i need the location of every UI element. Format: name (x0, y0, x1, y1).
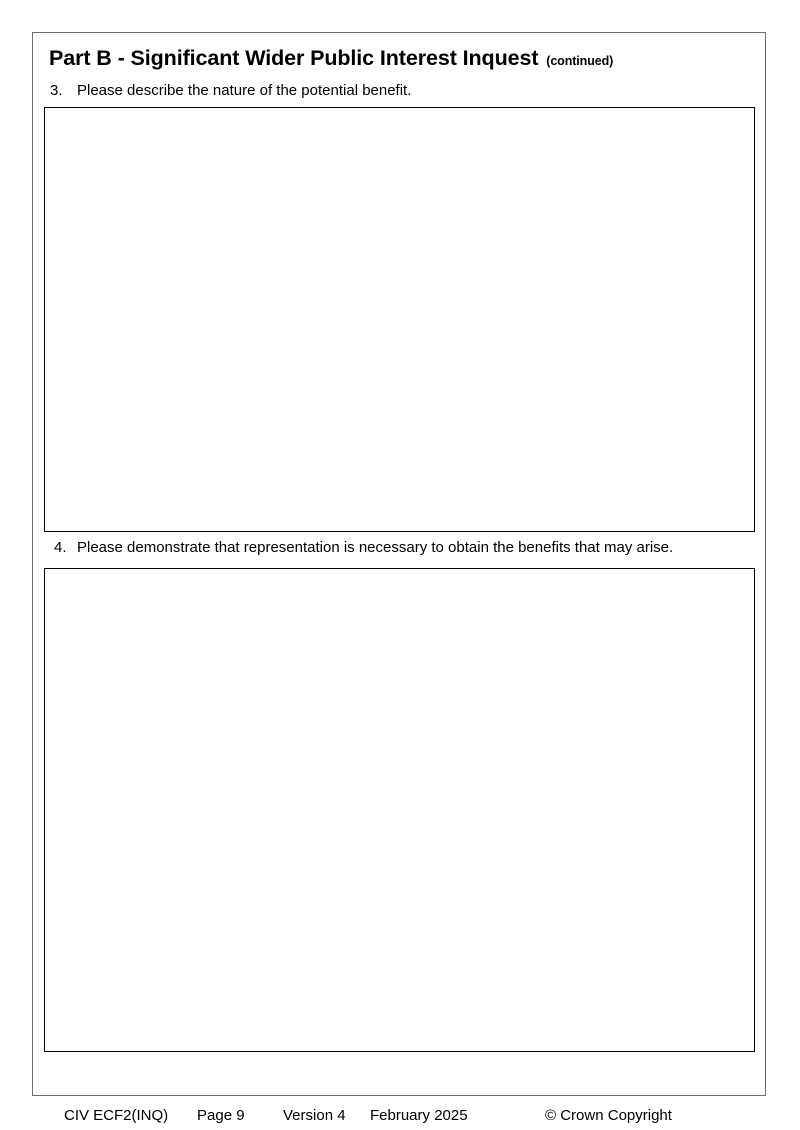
footer-version: Version 4 (283, 1107, 346, 1124)
answer-field-question-4[interactable] (44, 568, 755, 1052)
answer-field-question-3[interactable] (44, 107, 755, 532)
footer-copyright: © Crown Copyright (545, 1107, 672, 1124)
page-footer (0, 1107, 800, 1127)
footer-date: February 2025 (370, 1107, 468, 1124)
section-title: Part B - Significant Wider Public Interest Inquest (49, 46, 539, 70)
question-text: Please demonstrate that representation is necessary to obtain the benefits that may arise. (77, 539, 674, 556)
question-number: 4. (54, 539, 67, 556)
footer-form-code: CIV ECF2(INQ) (64, 1107, 169, 1124)
question-4 (54, 539, 673, 556)
question-number: 3. (50, 82, 63, 99)
section-title-suffix: (continued) (546, 54, 614, 68)
section-heading (49, 46, 613, 71)
footer-page-number: Page 9 (197, 1107, 245, 1124)
question-text: Please describe the nature of the potential benefit. (77, 82, 412, 99)
question-3 (50, 82, 411, 99)
